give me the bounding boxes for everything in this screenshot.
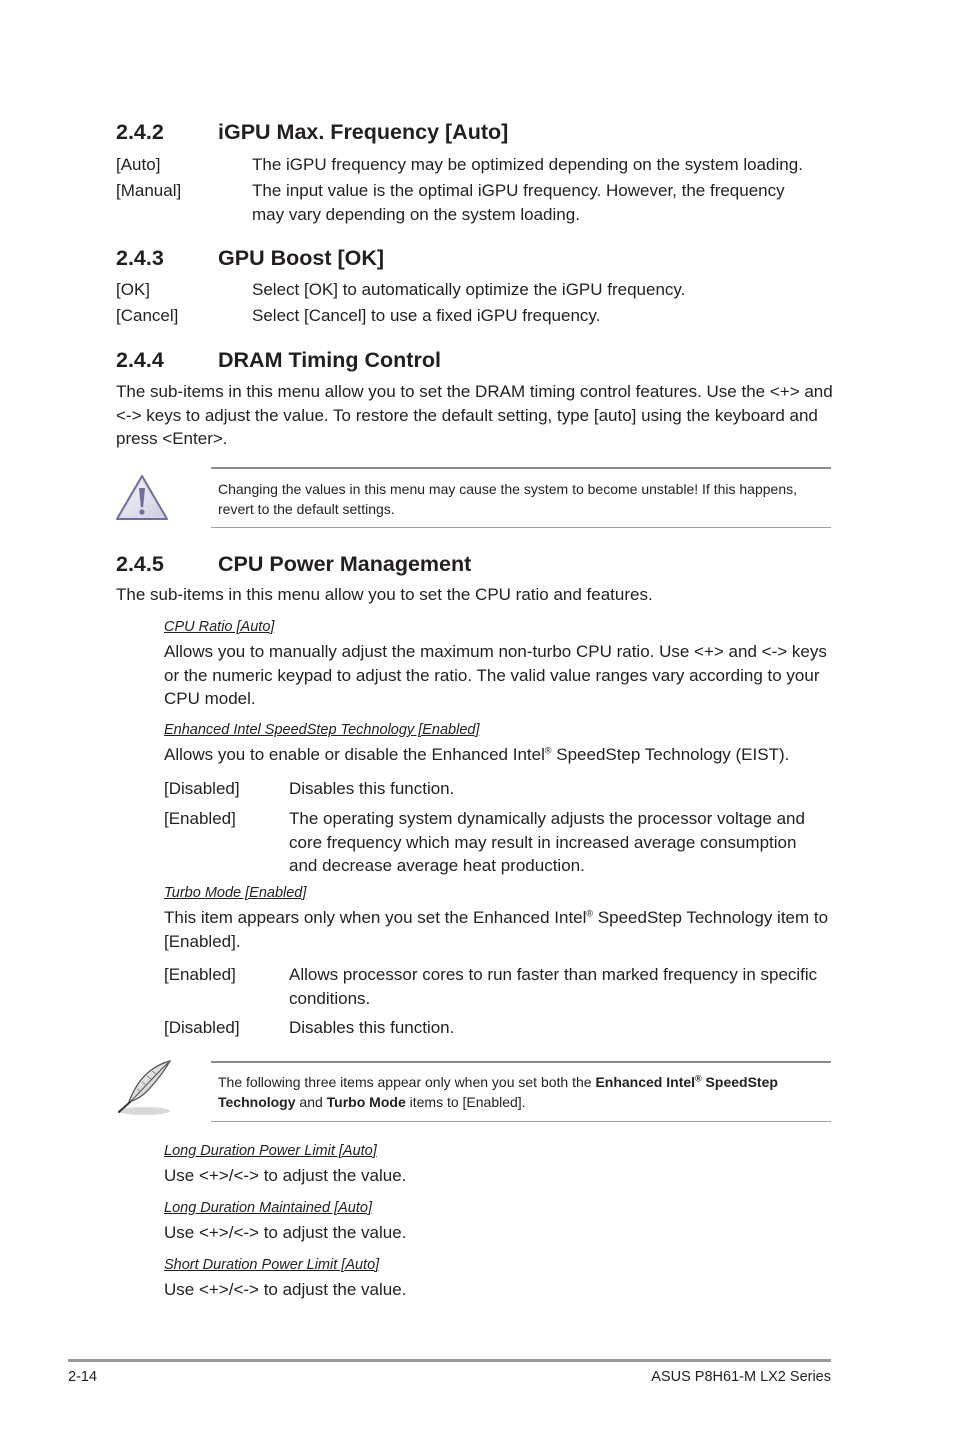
subitem-desc	[164, 906, 832, 953]
section-body: The sub-items in this menu allow you to set the CPU ratio and features.	[116, 585, 653, 604]
option-key: [Cancel]	[116, 306, 179, 325]
subitem-label: CPU Ratio [Auto]	[164, 619, 275, 635]
section-2-4-4-heading	[116, 347, 816, 373]
desc-text: This item appears only when you set the Enhanced Intel	[164, 908, 587, 927]
warning-icon	[115, 474, 169, 522]
option-key: [OK]	[116, 280, 151, 299]
note-text-part: The following three items appear only when you set both the	[218, 1074, 596, 1090]
section-body: The sub-items in this menu allow you to set the DRAM timing control features. Use the <+> and <-> keys to adjust the value. To restore the default setting, type [auto] using the keyboard and press <Enter>.	[116, 382, 833, 448]
registered-mark: ®	[544, 745, 552, 756]
option-desc: Select [OK] to automatically optimize the iGPU frequency.	[252, 280, 686, 299]
subitem-desc: Use <+>/<-> to adjust the value.	[164, 1280, 407, 1299]
subitem-label: Long Duration Power Limit [Auto]	[164, 1143, 377, 1159]
note-top-rule	[211, 1061, 831, 1063]
warning-text: Changing the values in this menu may cause the system to become unstable! If this happens, revert to the default settings.	[218, 481, 797, 517]
note-text-part: items to [Enabled].	[405, 1094, 526, 1110]
desc-text: Allows you to enable or disable the Enhanced Intel	[164, 745, 545, 764]
option-key: [Manual]	[116, 181, 182, 200]
desc-text: SpeedStep Technology item to [Enabled].	[164, 908, 829, 951]
option-desc: Disables this function.	[289, 779, 455, 798]
option-key: [Disabled]	[164, 1018, 240, 1037]
note-bold-part: Turbo Mode	[326, 1094, 406, 1110]
section-title: DRAM Timing Control	[218, 348, 441, 372]
desc-text: SpeedStep Technology (EIST).	[551, 745, 790, 764]
option-desc: Select [Cancel] to use a fixed iGPU frequency.	[252, 306, 601, 325]
section-2-4-3-heading	[116, 245, 816, 271]
option-desc: The iGPU frequency may be optimized depending on the system loading.	[252, 155, 803, 174]
option-desc: The operating system dynamically adjusts the processor voltage and core frequency which may result in increased average consumption and decrease average heat production.	[289, 809, 805, 875]
registered-mark: ®	[695, 1073, 702, 1084]
subitem-desc: Allows you to manually adjust the maximum non-turbo CPU ratio. Use <+> and <-> keys or the numeric keypad to adjust the ratio. The valid value ranges vary according to your CPU model.	[164, 642, 827, 708]
subitem-desc	[164, 743, 832, 767]
option-desc: The input value is the optimal iGPU frequency. However, the frequency may vary depending on the system loading.	[252, 181, 785, 224]
subitem-desc: Use <+>/<-> to adjust the value.	[164, 1223, 407, 1242]
section-number: 2.4.5	[116, 552, 164, 576]
section-2-4-2-heading	[116, 119, 816, 145]
feather-pen-icon	[114, 1058, 174, 1118]
section-number: 2.4.4	[116, 348, 164, 372]
subitem-label: Enhanced Intel SpeedStep Technology [Enabled]	[164, 722, 480, 738]
warning-bottom-rule	[211, 527, 831, 528]
section-title: GPU Boost [OK]	[218, 246, 385, 270]
registered-mark: ®	[586, 908, 594, 919]
option-key: [Enabled]	[164, 809, 236, 828]
footer-rule	[68, 1359, 831, 1362]
note-bottom-rule	[211, 1121, 831, 1122]
option-key: [Enabled]	[164, 965, 236, 984]
section-number: 2.4.2	[116, 120, 164, 144]
subitem-desc: Use <+>/<-> to adjust the value.	[164, 1166, 407, 1185]
section-number: 2.4.3	[116, 246, 164, 270]
option-desc: Disables this function.	[289, 1018, 455, 1037]
product-name: ASUS P8H61-M LX2 Series	[651, 1369, 831, 1385]
section-title: iGPU Max. Frequency [Auto]	[218, 120, 509, 144]
section-title: CPU Power Management	[218, 552, 472, 576]
option-key: [Disabled]	[164, 779, 240, 798]
option-key: [Auto]	[116, 155, 161, 174]
note-bold-part: SpeedStep Technology	[218, 1074, 778, 1110]
subitem-label: Short Duration Power Limit [Auto]	[164, 1257, 380, 1273]
subitem-label: Turbo Mode [Enabled]	[164, 885, 307, 901]
option-desc: Allows processor cores to run faster than marked frequency in specific conditions.	[289, 965, 818, 1008]
section-2-4-5-heading	[116, 551, 816, 577]
note-text	[218, 1072, 830, 1112]
warning-top-rule	[211, 467, 831, 469]
subitem-label: Long Duration Maintained [Auto]	[164, 1200, 372, 1216]
note-text-part: and	[295, 1094, 327, 1110]
page-number: 2-14	[68, 1369, 98, 1385]
note-bold-part: Enhanced Intel	[595, 1074, 696, 1090]
